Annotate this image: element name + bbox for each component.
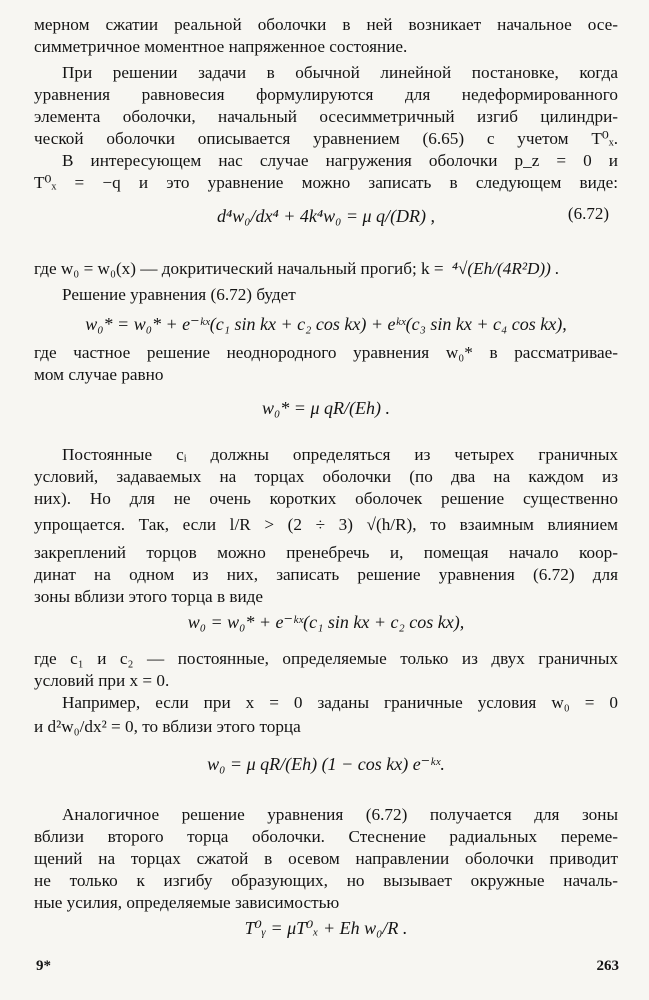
text-line: где частное решение неоднородного уравнения w₀* в рассматривае- bbox=[34, 343, 618, 362]
text-line: При решении задачи в обычной линейной постановке, когда bbox=[62, 63, 618, 82]
text-line: мом случае равно bbox=[34, 365, 164, 384]
signature-mark: 9* bbox=[36, 958, 51, 974]
text-line: где c₁ и c₂ — постоянные, определяемые только из двух граничных bbox=[34, 649, 618, 668]
k-definition: ⁴√(Eh/(4R²D)) . bbox=[452, 259, 560, 278]
page-number: 263 bbox=[596, 958, 619, 974]
text-line: Например, если при x = 0 заданы граничные условия w₀ = 0 bbox=[62, 693, 618, 712]
text-line: Постоянные cᵢ должны определяться из четырех граничных bbox=[62, 445, 618, 464]
text-line: закреплений торцов можно пренебречь и, помещая начало коор- bbox=[34, 543, 618, 562]
text-line: них). Но для не очень коротких оболочек решение существенно bbox=[34, 489, 618, 508]
text-line: элемента оболочки, начальный осесимметричный изгиб цилиндри- bbox=[34, 107, 618, 126]
text-line: упрощается. Так, если l/R > (2 ÷ 3) √(h/R), то взаимным влиянием bbox=[34, 515, 618, 534]
text-line: условий при x = 0. bbox=[34, 671, 170, 690]
text-line: где w₀ = w₀(x) — докритический начальный прогиб; k = bbox=[34, 259, 444, 278]
text-line: ческой оболочки описывается уравнением (6.65) с учетом T⁰ₓ. bbox=[34, 129, 618, 148]
text-line: и d²w₀/dx² = 0, то вблизи этого торца bbox=[34, 717, 301, 736]
general-solution: w₀* = w₀* + e⁻ᵏˣ(c₁ sin kx + c₂ cos kx) + eᵏˣ(c₃ sin kx + c₄ cos kx), bbox=[85, 314, 567, 334]
equation-number: (6.72) bbox=[567, 204, 609, 223]
text-line: зоны вблизи этого торца в виде bbox=[34, 587, 264, 606]
text-line: щений на торцах сжатой в осевом направлении оболочки приводит bbox=[34, 849, 618, 868]
hoop-force-equation: T⁰ᵧ = μT⁰ₓ + Eh w₀/R . bbox=[244, 918, 408, 938]
text-line: Решение уравнения (6.72) будет bbox=[62, 285, 296, 304]
text-line: динат на одном из них, записать решение уравнения (6.72) для bbox=[34, 565, 618, 584]
particular-solution: w₀* = μ qR/(Eh) . bbox=[262, 398, 390, 418]
equation-6-72: d⁴w₀/dx⁴ + 4k⁴w₀ = μ q/(DR) , bbox=[216, 206, 436, 226]
text-line: симметричное моментное напряженное состояние. bbox=[34, 37, 408, 56]
text-line: ные усилия, определяемые зависимостью bbox=[34, 893, 340, 912]
text-line: вблизи второго торца оболочки. Стеснение радиальных переме- bbox=[34, 827, 618, 846]
text-line: не только к изгибу образующих, но вызывает окружные началь- bbox=[34, 871, 618, 890]
text-line: уравнения равновесия формулируются для недеформированного bbox=[34, 85, 618, 104]
text-line: T⁰ₓ = −q и это уравнение можно записать в следующем виде: bbox=[34, 173, 618, 192]
text-line: В интересующем нас случае нагружения оболочки p_z = 0 и bbox=[62, 151, 618, 170]
text-line: мерном сжатии реальной оболочки в ней возникает начальное осе- bbox=[34, 15, 618, 34]
boundary-solution: w₀ = μ qR/(Eh) (1 − cos kx) e⁻ᵏˣ. bbox=[207, 754, 445, 774]
text-line: условий, задаваемых на торцах оболочки (по два на каждом из bbox=[34, 467, 618, 486]
text-line: Аналогичное решение уравнения (6.72) получается для зоны bbox=[62, 805, 618, 824]
edge-solution: w₀ = w₀* + e⁻ᵏˣ(c₁ sin kx + c₂ cos kx), bbox=[187, 612, 465, 632]
